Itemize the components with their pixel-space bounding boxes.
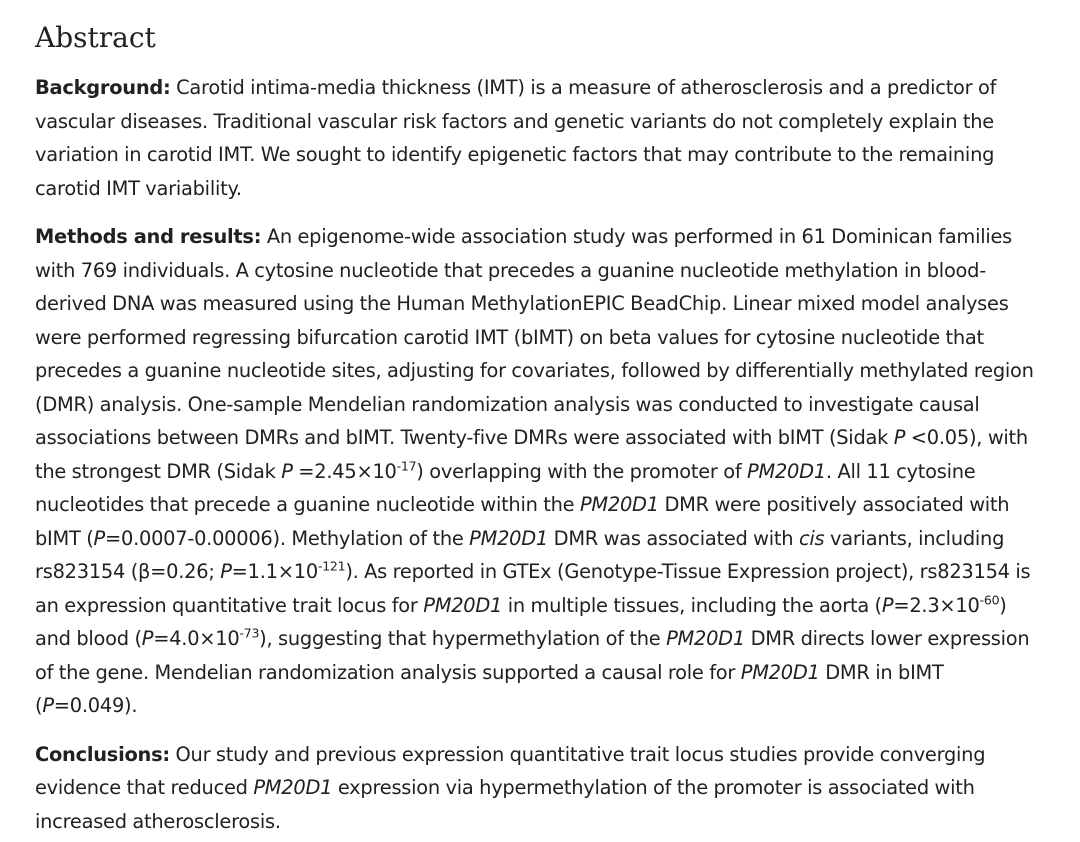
p-symbol: P xyxy=(893,426,906,449)
methods-text: ) overlapping with the promoter of xyxy=(416,459,748,483)
exponent: -60 xyxy=(979,592,1000,608)
methods-text: DMR was associated with xyxy=(548,526,799,550)
exponent: -121 xyxy=(317,558,346,574)
conclusions-text: Our study and previous expression quantitative trait locus studies provide converging evidence that reduced xyxy=(35,742,986,799)
background-text: Carotid intima-media thickness (IMT) is a measure of atherosclerosis and a predictor of vascular diseases. Traditional vascular risk factors and genetic variants do not completely explain the variation in carotid IMT. We sought to identify epigenetic factors that may contribute to the remaining carotid IMT variability. xyxy=(35,76,997,200)
p-symbol: P xyxy=(141,627,154,650)
methods-text: ) and blood ( xyxy=(35,593,1007,650)
methods-text: An epigenome-wide association study was performed in 61 Dominican families with 769 individuals. A cytosine nucleotide that precedes a guanine nucleotide methylation in blood-derived DNA was measured using the Human MethylationEPIC BeadChip. Linear mixed model analyses were performed regressing bifurcation carotid IMT (bIMT) on beta values for cytosine nucleotide that precedes a guanine nucleotide sites, adjusting for covariates, followed by differentially methylated region (DMR) analysis. One-sample Mendelian randomization analysis was conducted to investigate causal associations between DMRs and bIMT. Twenty-five DMRs were associated with bIMT (Sidak xyxy=(35,225,1034,449)
methods-text: ), suggesting that hypermethylation of the xyxy=(259,627,667,650)
methods-text: DMR in bIMT ( xyxy=(35,660,944,717)
p-symbol: P xyxy=(220,560,232,583)
methods-text: =0.0007-0.00006). Methylation of the xyxy=(104,526,470,550)
methods-text: in multiple tissues, including the aorta ( xyxy=(502,593,882,617)
methods-paragraph xyxy=(35,220,1044,723)
background-paragraph xyxy=(35,71,1044,205)
gene-name: PM20D1 xyxy=(666,627,745,650)
gene-name: PM20D1 xyxy=(747,459,826,483)
background-heading: Background: xyxy=(35,76,171,99)
cis-term: cis xyxy=(798,526,825,550)
methods-text: =1.1×10 xyxy=(231,560,318,583)
p-symbol: P xyxy=(42,694,54,717)
conclusions-paragraph xyxy=(35,738,1044,839)
methods-text: =0.049). xyxy=(53,694,138,717)
abstract-title: Abstract xyxy=(35,21,156,54)
methods-text: =2.3×10 xyxy=(893,593,980,617)
gene-name: PM20D1 xyxy=(423,593,503,617)
gene-name: PM20D1 xyxy=(579,493,659,516)
methods-text: ). As reported in GTEx (Genotype-Tissue Expression project), rs823154 is an expression quantitative trait locus for xyxy=(35,560,1031,617)
conclusions-heading: Conclusions: xyxy=(35,742,170,766)
methods-text: =4.0×10 xyxy=(153,627,240,650)
conclusions-text: expression via hypermethylation of the promoter is associated with increased atherosclerosis. xyxy=(35,776,975,833)
methods-text: DMR directs lower expression of the gene. Mendelian randomization analysis supported a causal role for xyxy=(35,627,1030,684)
methods-text: . All 11 cytosine nucleotides that precede a guanine nucleotide within the xyxy=(35,459,976,516)
methods-text: =2.45×10 xyxy=(292,459,397,483)
methods-text: variants, including rs823154 (β=0.26; xyxy=(35,526,1005,583)
gene-name: PM20D1 xyxy=(253,776,333,799)
methods-text: <0.05), with the strongest DMR (Sidak xyxy=(35,426,1028,483)
methods-text: DMR were positively associated with bIMT ( xyxy=(35,493,1010,550)
exponent: -73 xyxy=(239,625,260,641)
gene-name: PM20D1 xyxy=(469,526,549,550)
methods-heading: Methods and results: xyxy=(35,225,262,248)
p-symbol: P xyxy=(881,593,894,617)
gene-name: PM20D1 xyxy=(740,660,820,684)
exponent: -17 xyxy=(396,458,417,474)
p-symbol: P xyxy=(93,526,105,550)
p-symbol: P xyxy=(281,459,293,483)
